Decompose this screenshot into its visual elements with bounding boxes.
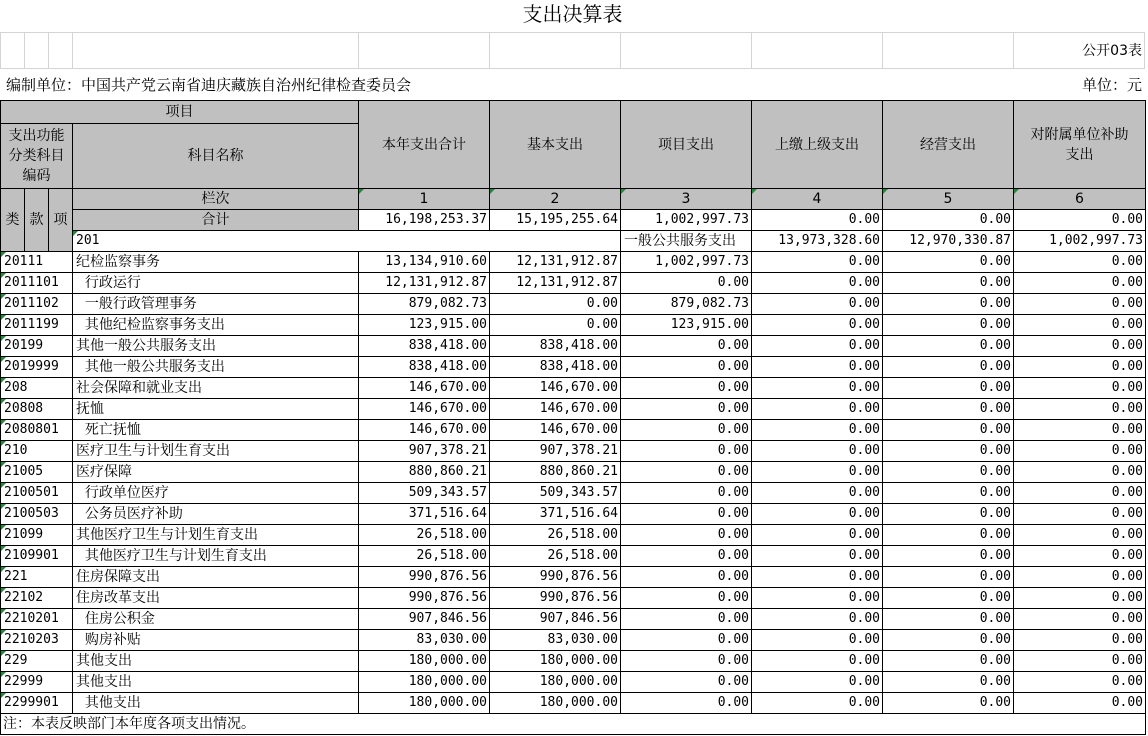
row-value-cell[interactable]: 0.00 [752, 546, 883, 567]
row-value-cell[interactable]: 0.00 [752, 441, 883, 462]
row-code[interactable]: 21099 [1, 525, 73, 546]
row-value-cell[interactable]: 838,418.00 [359, 357, 490, 378]
row-value-cell[interactable]: 180,000.00 [359, 672, 490, 693]
row-value-cell[interactable]: 0.00 [752, 378, 883, 399]
row-value-cell[interactable]: 879,082.73 [359, 294, 490, 315]
table-row [1, 441, 1146, 462]
row-value-cell[interactable]: 0.00 [1014, 504, 1146, 525]
row-code[interactable]: 2210203 [1, 630, 73, 651]
row-subject-name[interactable]: 公务员医疗补助 [73, 504, 359, 525]
row-value-cell[interactable]: 0.00 [1014, 294, 1146, 315]
row-value-cell[interactable]: 26,518.00 [359, 525, 490, 546]
row-value-cell[interactable]: 0.00 [752, 693, 883, 714]
row-code[interactable]: 229 [1, 651, 73, 672]
row-subject-name[interactable]: 纪检监察事务 [73, 252, 359, 273]
row-subject-name[interactable]: 死亡抚恤 [73, 420, 359, 441]
row-value-cell[interactable]: 0.00 [752, 483, 883, 504]
row-value-cell[interactable]: 0.00 [621, 336, 752, 357]
row-value-cell[interactable]: 146,670.00 [359, 399, 490, 420]
row-value-cell[interactable]: 907,378.21 [490, 441, 621, 462]
row-value-cell[interactable]: 83,030.00 [490, 630, 621, 651]
note-row [1, 714, 1146, 735]
comment-marker-icon [1, 672, 6, 677]
row-value-cell[interactable]: 0.00 [752, 525, 883, 546]
row-value-cell[interactable]: 907,846.56 [490, 609, 621, 630]
row-value-cell[interactable]: 0.00 [883, 252, 1014, 273]
row-subject-name[interactable]: 社会保障和就业支出 [73, 378, 359, 399]
row-value-cell[interactable]: 0.00 [621, 399, 752, 420]
comment-marker-icon [1, 399, 6, 404]
row-code[interactable]: 21005 [1, 462, 73, 483]
row-code[interactable]: 210 [1, 441, 73, 462]
header-func-code[interactable]: 支出功能分类科目编码 [1, 124, 73, 189]
row-value-cell[interactable]: 0.00 [883, 315, 1014, 336]
comment-marker-icon [1, 483, 6, 488]
table-row [1, 546, 1146, 567]
row-value-cell[interactable]: 990,876.56 [490, 588, 621, 609]
row-value-cell[interactable]: 146,670.00 [490, 399, 621, 420]
row-value-cell[interactable]: 880,860.21 [490, 462, 621, 483]
table-row [1, 672, 1146, 693]
comment-marker-icon [1, 504, 6, 509]
row-value-cell[interactable]: 146,670.00 [490, 378, 621, 399]
comment-marker-icon [1, 273, 6, 278]
row-value-cell[interactable]: 180,000.00 [490, 672, 621, 693]
header-col-lei[interactable]: 类 [1, 189, 25, 252]
row-value-cell[interactable]: 0.00 [1014, 483, 1146, 504]
col-num-3[interactable]: 3 [621, 189, 752, 210]
table-note: 注：本表反映部门本年度各项支出情况。 [1, 714, 1146, 735]
row-subject-name[interactable]: 其他支出 [73, 672, 359, 693]
row-code[interactable]: 201 [73, 231, 621, 252]
row-subject-name[interactable]: 医疗卫生与计划生育支出 [73, 441, 359, 462]
comment-marker-icon [1, 609, 6, 614]
row-value-cell[interactable]: 0.00 [621, 567, 752, 588]
row-value-cell[interactable]: 180,000.00 [359, 693, 490, 714]
table-row [1, 336, 1146, 357]
total-label[interactable]: 合计 [73, 210, 359, 231]
row-value-cell[interactable]: 13,134,910.60 [359, 252, 490, 273]
row-value-cell[interactable]: 1,002,997.73 [1014, 231, 1146, 252]
row-code[interactable]: 2299901 [1, 693, 73, 714]
total-cell[interactable]: 1,002,997.73 [621, 210, 752, 231]
row-subject-name[interactable]: 抚恤 [73, 399, 359, 420]
row-subject-name[interactable]: 行政单位医疗 [73, 483, 359, 504]
row-value-cell[interactable]: 0.00 [883, 588, 1014, 609]
row-value-cell[interactable]: 0.00 [883, 525, 1014, 546]
row-value-cell[interactable]: 0.00 [621, 693, 752, 714]
row-value-cell[interactable]: 0.00 [883, 441, 1014, 462]
total-cell[interactable]: 0.00 [1014, 210, 1146, 231]
row-value-cell[interactable]: 0.00 [1014, 357, 1146, 378]
table-row [1, 504, 1146, 525]
row-code[interactable]: 2011102 [1, 294, 73, 315]
row-value-cell[interactable]: 180,000.00 [490, 693, 621, 714]
table-row [1, 462, 1146, 483]
row-value-cell[interactable]: 0.00 [1014, 273, 1146, 294]
table-row [1, 525, 1146, 546]
row-value-cell[interactable]: 0.00 [621, 273, 752, 294]
row-subject-name[interactable]: 行政运行 [73, 273, 359, 294]
row-value-cell[interactable]: 26,518.00 [490, 546, 621, 567]
row-value-cell[interactable]: 371,516.64 [359, 504, 490, 525]
total-cell[interactable]: 15,195,255.64 [490, 210, 621, 231]
comment-marker-icon [883, 189, 888, 194]
comment-marker-icon [490, 189, 495, 194]
row-value-cell[interactable]: 371,516.64 [490, 504, 621, 525]
row-value-cell[interactable]: 0.00 [752, 420, 883, 441]
comment-marker-icon [1, 336, 6, 341]
table-row [1, 231, 1146, 252]
row-value-cell[interactable]: 0.00 [752, 567, 883, 588]
table-row [1, 483, 1146, 504]
row-subject-name[interactable]: 其他纪检监察事务支出 [73, 315, 359, 336]
row-value-cell[interactable]: 509,343.57 [359, 483, 490, 504]
row-value-cell[interactable]: 990,876.56 [359, 567, 490, 588]
row-value-cell[interactable]: 0.00 [1014, 441, 1146, 462]
total-cell[interactable]: 0.00 [883, 210, 1014, 231]
row-value-cell[interactable]: 0.00 [752, 504, 883, 525]
comment-marker-icon [1, 252, 6, 257]
row-value-cell[interactable]: 0.00 [752, 609, 883, 630]
row-value-cell[interactable]: 0.00 [883, 630, 1014, 651]
row-value-cell[interactable]: 0.00 [621, 462, 752, 483]
row-value-cell[interactable]: 146,670.00 [359, 378, 490, 399]
header-col-project[interactable]: 项目支出 [621, 101, 752, 189]
total-cell[interactable]: 0.00 [752, 210, 883, 231]
comment-marker-icon [621, 189, 626, 194]
row-value-cell[interactable]: 0.00 [883, 273, 1014, 294]
row-subject-name[interactable]: 住房保障支出 [73, 567, 359, 588]
comment-marker-icon [752, 189, 757, 194]
row-code[interactable]: 208 [1, 378, 73, 399]
row-subject-name[interactable]: 住房公积金 [73, 609, 359, 630]
row-code[interactable]: 22999 [1, 672, 73, 693]
row-value-cell[interactable]: 1,002,997.73 [621, 252, 752, 273]
row-code[interactable]: 20808 [1, 399, 73, 420]
row-value-cell[interactable]: 0.00 [883, 462, 1014, 483]
table-row [1, 252, 1146, 273]
row-value-cell[interactable]: 146,670.00 [359, 420, 490, 441]
comment-marker-icon [1, 567, 6, 572]
table-row [1, 609, 1146, 630]
row-value-cell[interactable]: 0.00 [883, 546, 1014, 567]
row-value-cell[interactable]: 0.00 [621, 546, 752, 567]
row-value-cell[interactable]: 12,131,912.87 [490, 252, 621, 273]
row-value-cell[interactable]: 0.00 [621, 630, 752, 651]
row-value-cell[interactable]: 0.00 [621, 651, 752, 672]
row-value-cell[interactable]: 0.00 [621, 588, 752, 609]
row-value-cell[interactable]: 0.00 [1014, 525, 1146, 546]
row-value-cell[interactable]: 0.00 [1014, 567, 1146, 588]
row-value-cell[interactable]: 0.00 [1014, 420, 1146, 441]
row-value-cell[interactable]: 12,970,330.87 [883, 231, 1014, 252]
row-value-cell[interactable]: 0.00 [883, 567, 1014, 588]
row-value-cell[interactable]: 0.00 [1014, 672, 1146, 693]
row-value-cell[interactable]: 0.00 [752, 399, 883, 420]
row-value-cell[interactable]: 0.00 [1014, 378, 1146, 399]
row-value-cell[interactable]: 0.00 [490, 294, 621, 315]
row-subject-name[interactable]: 其他一般公共服务支出 [73, 336, 359, 357]
row-value-cell[interactable]: 0.00 [1014, 336, 1146, 357]
row-value-cell[interactable]: 0.00 [883, 483, 1014, 504]
row-value-cell[interactable]: 13,973,328.60 [752, 231, 883, 252]
row-value-cell[interactable]: 0.00 [1014, 630, 1146, 651]
comment-marker-icon [1, 441, 6, 446]
row-subject-name[interactable]: 其他一般公共服务支出 [73, 357, 359, 378]
row-code[interactable]: 2100503 [1, 504, 73, 525]
row-code[interactable]: 20111 [1, 252, 73, 273]
table-row [1, 357, 1146, 378]
row-subject-name[interactable]: 其他医疗卫生与计划生育支出 [73, 525, 359, 546]
row-value-cell[interactable]: 26,518.00 [490, 525, 621, 546]
header-col-kuan[interactable]: 款 [25, 189, 49, 252]
row-subject-name[interactable]: 一般行政管理事务 [73, 294, 359, 315]
comment-marker-icon [1, 378, 6, 383]
row-value-cell[interactable]: 838,418.00 [359, 336, 490, 357]
table-row [1, 693, 1146, 714]
comment-marker-icon [1, 651, 6, 656]
header-col-operate[interactable]: 经营支出 [883, 101, 1014, 189]
row-value-cell[interactable]: 0.00 [621, 609, 752, 630]
comment-marker-icon [1, 462, 6, 467]
table-row [1, 567, 1146, 588]
row-value-cell[interactable]: 0.00 [1014, 462, 1146, 483]
row-value-cell[interactable]: 0.00 [490, 315, 621, 336]
table-row-total [1, 210, 1146, 231]
row-code[interactable]: 2109901 [1, 546, 73, 567]
row-value-cell[interactable]: 123,915.00 [621, 315, 752, 336]
row-value-cell[interactable]: 990,876.56 [359, 588, 490, 609]
row-code[interactable]: 2210201 [1, 609, 73, 630]
table-row [1, 588, 1146, 609]
row-value-cell[interactable]: 0.00 [1014, 399, 1146, 420]
header-col-basic[interactable]: 基本支出 [490, 101, 621, 189]
col-num-4[interactable]: 4 [752, 189, 883, 210]
row-value-cell[interactable]: 0.00 [621, 525, 752, 546]
row-code[interactable]: 2100501 [1, 483, 73, 504]
row-subject-name[interactable]: 医疗保障 [73, 462, 359, 483]
col-num-5[interactable]: 5 [883, 189, 1014, 210]
comment-marker-icon [1, 588, 6, 593]
row-value-cell[interactable]: 509,343.57 [490, 483, 621, 504]
comment-marker-icon [1, 315, 6, 320]
org-label: 编制单位：中国共产党云南省迪庆藏族自治州纪律检查委员会 [6, 76, 412, 94]
row-value-cell[interactable]: 180,000.00 [490, 651, 621, 672]
row-value-cell[interactable]: 0.00 [883, 357, 1014, 378]
table-row [1, 651, 1146, 672]
row-value-cell[interactable]: 0.00 [752, 294, 883, 315]
row-code[interactable]: 2019999 [1, 357, 73, 378]
comment-marker-icon [1, 294, 6, 299]
header-col-upper[interactable]: 上缴上级支出 [752, 101, 883, 189]
row-value-cell[interactable]: 0.00 [883, 672, 1014, 693]
header-col-subsidy[interactable]: 对附属单位补助支出 [1014, 101, 1146, 189]
row-value-cell[interactable]: 0.00 [621, 483, 752, 504]
row-code[interactable]: 2080801 [1, 420, 73, 441]
row-code[interactable]: 22102 [1, 588, 73, 609]
row-value-cell[interactable]: 0.00 [883, 294, 1014, 315]
row-value-cell[interactable]: 0.00 [1014, 651, 1146, 672]
comment-marker-icon [73, 231, 78, 236]
table-row [1, 630, 1146, 651]
table-row [1, 273, 1146, 294]
comment-marker-icon [1, 546, 6, 551]
row-value-cell[interactable]: 0.00 [883, 651, 1014, 672]
page-title: 支出决算表 [522, 2, 623, 26]
row-code[interactable]: 2011199 [1, 315, 73, 336]
table-row [1, 315, 1146, 336]
row-value-cell[interactable]: 880,860.21 [359, 462, 490, 483]
row-code[interactable]: 20199 [1, 336, 73, 357]
comment-marker-icon [1, 693, 6, 698]
row-value-cell[interactable]: 0.00 [752, 672, 883, 693]
row-value-cell[interactable]: 0.00 [883, 378, 1014, 399]
row-value-cell[interactable]: 0.00 [1014, 546, 1146, 567]
row-value-cell[interactable]: 12,131,912.87 [359, 273, 490, 294]
row-value-cell[interactable]: 0.00 [752, 252, 883, 273]
col-num-2[interactable]: 2 [490, 189, 621, 210]
row-value-cell[interactable]: 146,670.00 [490, 420, 621, 441]
header-col-xiang[interactable]: 项 [49, 189, 73, 252]
table-row [1, 420, 1146, 441]
row-subject-name[interactable]: 住房改革支出 [73, 588, 359, 609]
row-value-cell[interactable]: 0.00 [883, 420, 1014, 441]
row-value-cell[interactable]: 0.00 [1014, 693, 1146, 714]
unit-label: 单位：元 [1081, 76, 1142, 94]
header-subject-name[interactable]: 科目名称 [73, 124, 359, 189]
comment-marker-icon [1, 357, 6, 362]
row-value-cell[interactable]: 180,000.00 [359, 651, 490, 672]
total-cell[interactable]: 16,198,253.37 [359, 210, 490, 231]
row-value-cell[interactable]: 0.00 [752, 651, 883, 672]
row-value-cell[interactable]: 0.00 [883, 609, 1014, 630]
table-row [1, 378, 1146, 399]
form-number: 公开03表 [1082, 43, 1142, 59]
col-num-1[interactable]: 1 [359, 189, 490, 210]
row-subject-name[interactable]: 一般公共服务支出 [621, 231, 752, 252]
row-value-cell[interactable]: 0.00 [883, 399, 1014, 420]
row-code[interactable]: 221 [1, 567, 73, 588]
row-value-cell[interactable]: 123,915.00 [359, 315, 490, 336]
row-value-cell[interactable]: 0.00 [1014, 609, 1146, 630]
row-value-cell[interactable]: 0.00 [752, 336, 883, 357]
row-value-cell[interactable]: 838,418.00 [490, 336, 621, 357]
row-value-cell[interactable]: 0.00 [752, 315, 883, 336]
header-item[interactable]: 项目 [1, 101, 359, 124]
row-value-cell[interactable]: 0.00 [1014, 315, 1146, 336]
row-value-cell[interactable]: 0.00 [621, 504, 752, 525]
row-value-cell[interactable]: 0.00 [752, 630, 883, 651]
col-num-6[interactable]: 6 [1014, 189, 1146, 210]
row-value-cell[interactable]: 0.00 [621, 420, 752, 441]
row-value-cell[interactable]: 990,876.56 [490, 567, 621, 588]
header-lanci[interactable]: 栏次 [73, 189, 359, 210]
row-value-cell[interactable]: 0.00 [621, 357, 752, 378]
expenditure-table [0, 100, 1146, 735]
row-value-cell[interactable]: 907,846.56 [359, 609, 490, 630]
row-value-cell[interactable]: 0.00 [752, 462, 883, 483]
row-value-cell[interactable]: 0.00 [621, 672, 752, 693]
row-value-cell[interactable]: 0.00 [883, 504, 1014, 525]
empty-grid-area [0, 32, 1145, 68]
table-row [1, 294, 1146, 315]
row-value-cell[interactable]: 0.00 [621, 441, 752, 462]
row-value-cell[interactable]: 0.00 [1014, 588, 1146, 609]
row-subject-name[interactable]: 其他支出 [73, 693, 359, 714]
row-value-cell[interactable]: 12,131,912.87 [490, 273, 621, 294]
comment-marker-icon [359, 189, 364, 194]
row-value-cell[interactable]: 879,082.73 [621, 294, 752, 315]
row-value-cell[interactable]: 0.00 [752, 588, 883, 609]
comment-marker-icon [1014, 189, 1019, 194]
row-value-cell[interactable]: 838,418.00 [490, 357, 621, 378]
table-row [1, 399, 1146, 420]
row-subject-name[interactable]: 其他医疗卫生与计划生育支出 [73, 546, 359, 567]
row-value-cell[interactable]: 0.00 [883, 693, 1014, 714]
row-value-cell[interactable]: 0.00 [621, 378, 752, 399]
header-col-total[interactable]: 本年支出合计 [359, 101, 490, 189]
row-value-cell[interactable]: 26,518.00 [359, 546, 490, 567]
row-value-cell[interactable]: 83,030.00 [359, 630, 490, 651]
row-value-cell[interactable]: 907,378.21 [359, 441, 490, 462]
row-value-cell[interactable]: 0.00 [883, 336, 1014, 357]
row-value-cell[interactable]: 0.00 [752, 357, 883, 378]
comment-marker-icon [1, 525, 6, 530]
row-subject-name[interactable]: 购房补贴 [73, 630, 359, 651]
comment-marker-icon [1, 630, 6, 635]
row-value-cell[interactable]: 0.00 [752, 273, 883, 294]
comment-marker-icon [1, 420, 6, 425]
row-code[interactable]: 2011101 [1, 273, 73, 294]
row-value-cell[interactable]: 0.00 [1014, 252, 1146, 273]
row-subject-name[interactable]: 其他支出 [73, 651, 359, 672]
